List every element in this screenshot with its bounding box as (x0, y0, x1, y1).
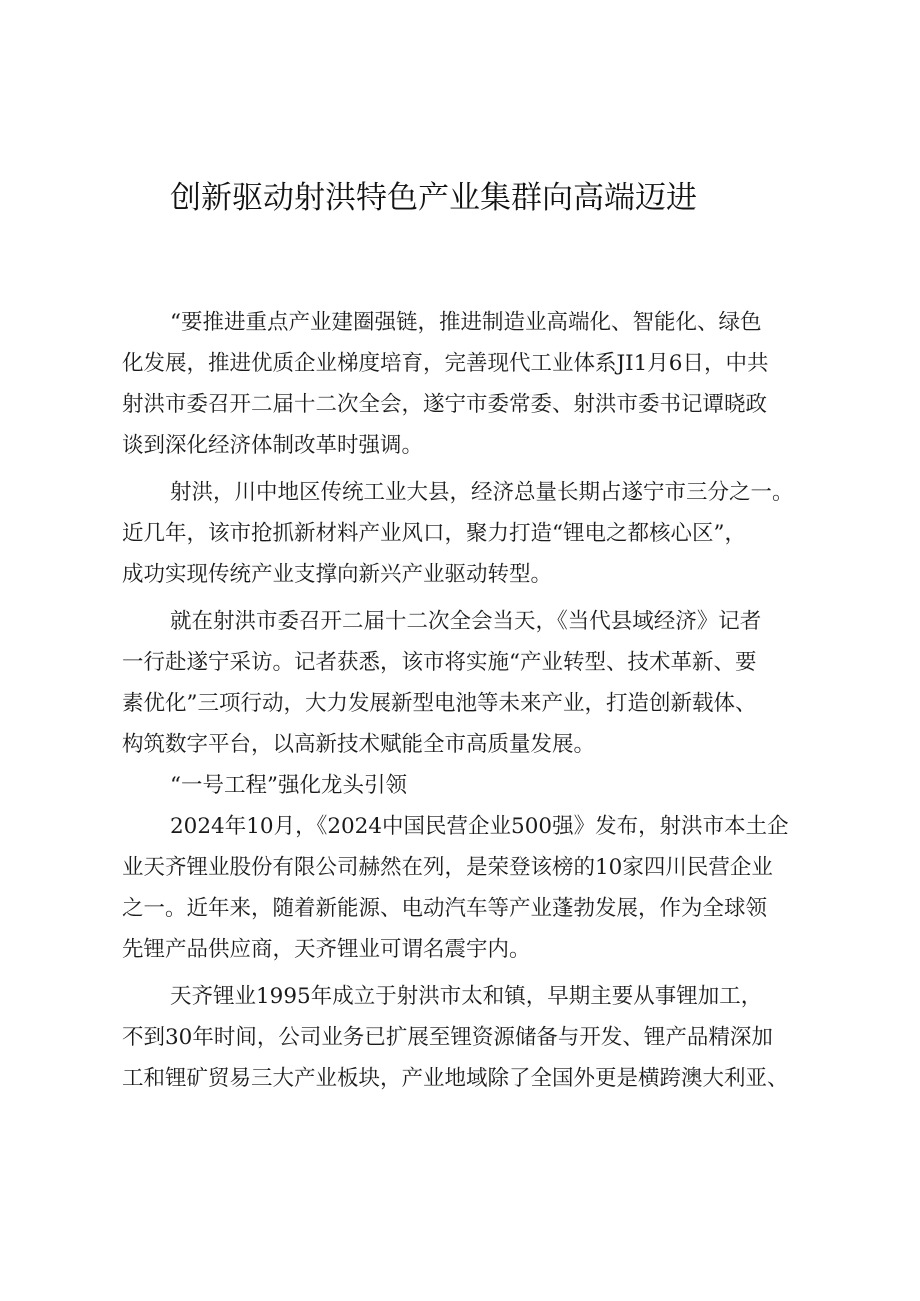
text-line: 近几年，该市抢抓新材料产业风口，聚力打造“锂电之都核心区”， (122, 521, 746, 546)
text-line: 之一。近年来，随着新能源、电动汽车等产业蓬勃发展，作为全球领 (122, 896, 768, 921)
paragraph-5 (122, 976, 812, 1099)
text-line: “要推进重点产业建圈强链，推进制造业高端化、智能化、绿色 (170, 310, 762, 335)
paragraph-4 (122, 806, 812, 970)
text-line: 一行赴遂宁采访。记者获悉，该市将实施“产业转型、技术革新、要 (122, 650, 757, 675)
paragraph-3 (122, 601, 812, 765)
text-line: 不到30年时间，公司业务已扩展至锂资源储备与开发、锂产品精深加 (122, 1025, 773, 1050)
text-line: 业天齐锂业股份有限公司赫然在列，是荣登该榜的10家四川民营企业 (122, 855, 773, 880)
document-body (122, 302, 812, 1099)
text-line: 谈到深化经济体制改革时强调。 (122, 433, 424, 458)
section-subheading (122, 765, 812, 806)
text-line: 就在射洪市委召开二届十二次全会当天，《当代县域经济》记者 (170, 609, 762, 634)
text-line: 2024年10月，《2024中国民营企业500强》发布，射洪市本土企 (170, 814, 789, 839)
paragraph-1 (122, 302, 812, 466)
text-line: 成功实现传统产业支撑向新兴产业驱动转型。 (122, 562, 553, 587)
text-line: 射洪，川中地区传统工业大县，经济总量长期占遂宁市三分之一。 (170, 480, 794, 505)
paragraph-2 (122, 472, 812, 595)
subheading-text: “一号工程”强化龙头引领 (170, 773, 407, 798)
text-line: 素优化”三项行动，大力发展新型电池等未来产业，打造创新载体、 (122, 691, 757, 716)
text-line: 射洪市委召开二届十二次全会，遂宁市委常委、射洪市委书记谭晓政 (122, 392, 768, 417)
text-line: 化发展，推进优质企业梯度培育，完善现代工业体系JI1月6日，中共 (122, 351, 769, 376)
text-line: 先锂产品供应商，天齐锂业可谓名震宇内。 (122, 937, 531, 962)
document-title: 创新驱动射洪特色产业集群向高端迈进 (170, 180, 697, 216)
text-line: 工和锂矿贸易三大产业板块，产业地域除了全国外更是横跨澳大利亚、 (122, 1066, 789, 1091)
text-line: 天齐锂业1995年成立于射洪市太和镇，早期主要从事锂加工， (170, 984, 763, 1009)
text-line: 构筑数字平台，以高新技术赋能全市高质量发展。 (122, 732, 596, 757)
